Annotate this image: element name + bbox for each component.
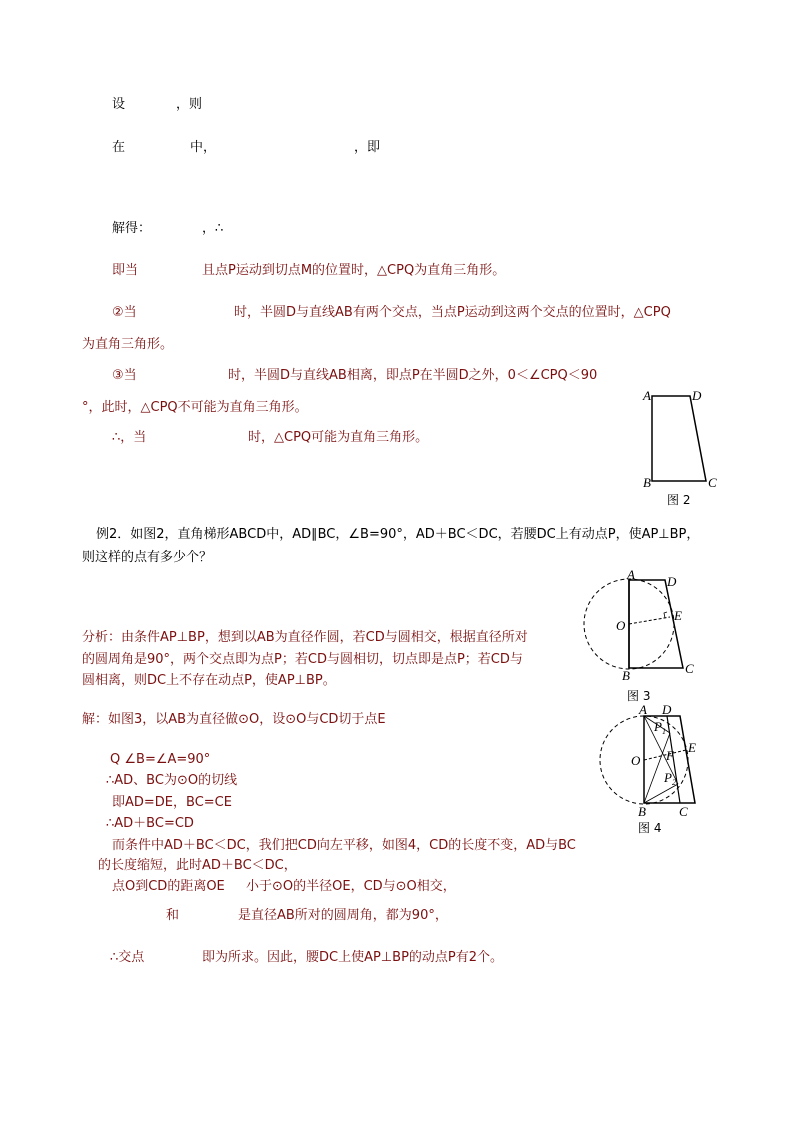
figure-4 bbox=[595, 700, 705, 838]
solution-line9-a: 和 bbox=[166, 908, 180, 923]
solution-line6: 而条件中AD＋BC＜DC，我们把CD向左平移，如图4，CD的长度不变，AD与BC bbox=[112, 838, 576, 853]
line4-a: 即当 bbox=[112, 263, 139, 278]
solution-line2: Q ∠B=∠A=90° bbox=[110, 752, 211, 767]
line2-b: 中， bbox=[190, 140, 217, 155]
analysis-line3: 圆相离，则DC上不存在动点P，使AP⊥BP。 bbox=[82, 673, 336, 688]
example2-line1: 例2．如图2，直角梯形ABCD中，AD∥BC，∠B=90°，AD＋BC＜DC，若腰DC上有动点P，使AP⊥BP， bbox=[96, 527, 700, 542]
solution-line5: ∴AD＋BC=CD bbox=[106, 816, 194, 831]
solution-line4: 即AD=DE，BC=CE bbox=[112, 795, 232, 810]
figure-2 bbox=[640, 386, 730, 512]
radius-oe bbox=[629, 617, 670, 624]
line6: 为直角三角形。 bbox=[82, 337, 174, 352]
line2-a: 在 bbox=[112, 140, 126, 155]
solution-line8-b: 小于⊙O的半径OE，CD与⊙O相交， bbox=[246, 879, 456, 894]
solution-line10-b: 即为所求。因此，腰DC上使AP⊥BP的动点P有2个。 bbox=[202, 950, 504, 965]
caption-fig3: 图 3 bbox=[627, 689, 651, 703]
label-a: A bbox=[639, 702, 647, 717]
solution-line8-a: 点O到CD的距离OE bbox=[112, 879, 225, 894]
trapezoid-abcd bbox=[629, 580, 683, 668]
label-c: C bbox=[708, 475, 717, 490]
label-e: E bbox=[688, 740, 696, 755]
label-b: B bbox=[643, 475, 651, 490]
line1-b: ，则 bbox=[176, 97, 203, 112]
solution-line3: ∴AD、BC为⊙O的切线 bbox=[106, 773, 238, 788]
label-a: A bbox=[643, 388, 651, 403]
label-o: O bbox=[616, 618, 626, 633]
trapezoid-abcd bbox=[652, 396, 706, 481]
label-b: B bbox=[638, 804, 646, 819]
line9-b: 时，△CPQ可能为直角三角形。 bbox=[248, 430, 429, 445]
solution-line7: 的长度缩短，此时AD＋BC＜DC， bbox=[98, 858, 297, 873]
line5-b: 时，半圆D与直线AB有两个交点，当点P运动到这两个交点的位置时，△CPQ bbox=[234, 305, 671, 320]
line7-a: ③当 bbox=[112, 368, 137, 383]
caption-fig2: 图 2 bbox=[667, 493, 691, 507]
line2-c: ，即 bbox=[354, 140, 381, 155]
line3-a: 解得： bbox=[112, 221, 152, 236]
label-d: D bbox=[667, 574, 677, 589]
segment-bp1 bbox=[644, 733, 670, 803]
example2-line2: 则这样的点有多少个？ bbox=[82, 550, 213, 565]
label-b: B bbox=[622, 668, 630, 683]
label-p2: $P_2$ bbox=[664, 770, 676, 787]
analysis-line1: 分析：由条件AP⊥BP，想到以AB为直径作圆，若CD与圆相交，根据直径所对 bbox=[82, 630, 528, 645]
analysis-line2: 的圆周角是90°，两个交点即为点P；若CD与圆相切，切点即是点P；若CD与 bbox=[82, 652, 523, 667]
label-a: A bbox=[627, 567, 635, 582]
label-f: F bbox=[666, 748, 674, 763]
caption-fig4: 图 4 bbox=[638, 821, 662, 835]
solution-line9-b: 是直径AB所对的圆周角，都为90°， bbox=[238, 908, 448, 923]
label-d: D bbox=[692, 388, 702, 403]
solution-line1: 解：如图3，以AB为直径做⊙O，设⊙O与CD切于点E bbox=[82, 712, 386, 727]
figure-3 bbox=[610, 568, 720, 706]
label-p1: $P_1$ bbox=[654, 719, 666, 736]
line1-a: 设 bbox=[112, 97, 126, 112]
line5-a: ②当 bbox=[112, 305, 137, 320]
label-d: D bbox=[662, 702, 672, 717]
label-c: C bbox=[679, 804, 688, 819]
solution-line10-a: ∴交点 bbox=[110, 950, 145, 965]
label-e: E bbox=[674, 608, 682, 623]
label-o: O bbox=[631, 753, 641, 768]
label-c: C bbox=[685, 661, 694, 676]
line4-b: 且点P运动到切点M的位置时，△CPQ为直角三角形。 bbox=[202, 263, 506, 278]
right-angle-mark bbox=[664, 612, 667, 618]
line8: °，此时，△CPQ不可能为直角三角形。 bbox=[82, 400, 308, 415]
line9-a: ∴，当 bbox=[112, 430, 147, 445]
line7-b: 时，半圆D与直线AB相离，即点P在半圆D之外，0＜∠CPQ＜90 bbox=[228, 368, 598, 383]
line3-b: ，∴ bbox=[202, 221, 224, 236]
